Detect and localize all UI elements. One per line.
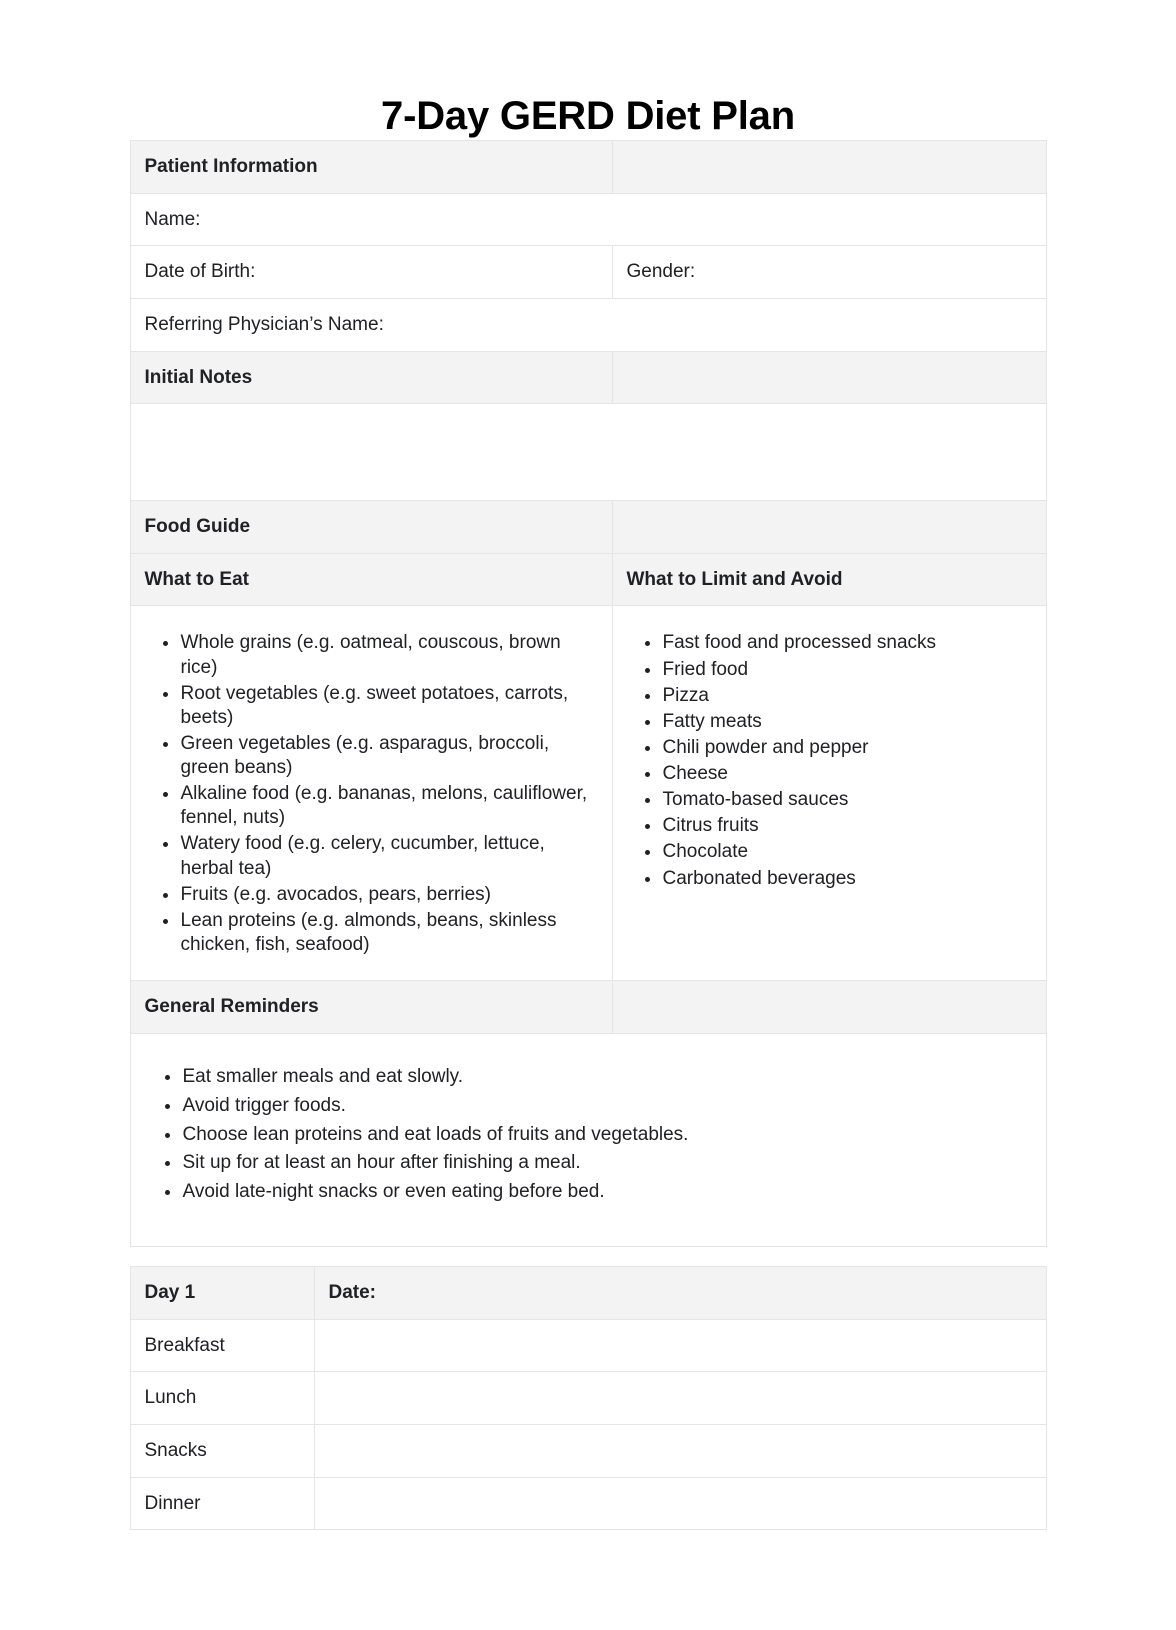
patient-information-header-row [130,141,1046,194]
day-header-row [130,1267,1046,1320]
table-row [130,1319,1046,1372]
what-to-eat-cell [130,606,612,981]
referring-physician-field-label[interactable]: Referring Physician’s Name: [130,298,1046,351]
meal-label-lunch: Lunch [130,1372,314,1425]
food-guide-body-row [130,606,1046,981]
meal-label-snacks: Snacks [130,1425,314,1478]
initial-notes-label: Initial Notes [130,351,612,404]
main-form-table [130,140,1047,1247]
list-item: Sit up for at least an hour after finishing a meal. [183,1149,1032,1178]
food-guide-header-spacer [612,501,1046,554]
general-reminders-list [145,1063,1032,1207]
general-reminders-header-spacer [612,981,1046,1034]
table-row [130,1477,1046,1530]
list-item: Chocolate [663,840,1032,864]
meal-input-lunch[interactable] [314,1372,1046,1425]
list-item: Whole grains (e.g. oatmeal, couscous, brown rice) [181,631,598,679]
referring-physician-row [130,298,1046,351]
list-item: Green vegetables (e.g. asparagus, broccoli, green beans) [181,732,598,780]
page-title: 7-Day GERD Diet Plan [381,94,795,138]
list-item: Avoid late-night snacks or even eating before bed. [183,1178,1032,1207]
list-item: Fast food and processed snacks [663,631,1032,655]
food-guide-header-row [130,501,1046,554]
patient-information-label: Patient Information [130,141,612,194]
date-of-birth-field-label[interactable]: Date of Birth: [130,246,612,299]
list-item: Chili powder and pepper [663,736,1032,760]
meal-input-dinner[interactable] [314,1477,1046,1530]
initial-notes-row [130,404,1046,501]
list-item: Fatty meats [663,710,1032,734]
name-field-label[interactable]: Name: [130,193,1046,246]
date-field-label[interactable]: Date: [314,1267,1046,1320]
dob-gender-row [130,246,1046,299]
general-reminders-label: General Reminders [130,981,612,1034]
general-reminders-header-row [130,981,1046,1034]
general-reminders-body-row [130,1033,1046,1246]
list-item: Citrus fruits [663,814,1032,838]
list-item: Tomato-based sauces [663,788,1032,812]
list-item: Alkaline food (e.g. bananas, melons, cauliflower, fennel, nuts) [181,782,598,830]
table-row [130,1372,1046,1425]
gender-field-label[interactable]: Gender: [612,246,1046,299]
what-to-eat-heading: What to Eat [130,553,612,606]
list-item: Lean proteins (e.g. almonds, beans, skinless chicken, fish, seafood) [181,909,598,957]
meal-input-breakfast[interactable] [314,1319,1046,1372]
initial-notes-input[interactable] [130,404,1046,501]
patient-information-header-spacer [612,141,1046,194]
food-guide-column-heading-row [130,553,1046,606]
name-row [130,193,1046,246]
list-item: Carbonated beverages [663,867,1032,891]
initial-notes-header-spacer [612,351,1046,404]
what-to-limit-and-avoid-heading: What to Limit and Avoid [612,553,1046,606]
list-item: Choose lean proteins and eat loads of fruits and vegetables. [183,1121,1032,1150]
meal-input-snacks[interactable] [314,1425,1046,1478]
food-guide-label: Food Guide [130,501,612,554]
table-spacer [0,1247,1176,1266]
list-item: Watery food (e.g. celery, cucumber, lettuce, herbal tea) [181,832,598,880]
day-label: Day 1 [130,1267,314,1320]
list-item: Root vegetables (e.g. sweet potatoes, carrots, beets) [181,682,598,730]
list-item: Avoid trigger foods. [183,1092,1032,1121]
list-item: Pizza [663,684,1032,708]
list-item: Eat smaller meals and eat slowly. [183,1063,1032,1092]
meal-label-breakfast: Breakfast [130,1319,314,1372]
general-reminders-cell [130,1033,1046,1246]
what-to-eat-list [145,631,598,957]
list-item: Cheese [663,762,1032,786]
list-item: Fruits (e.g. avocados, pears, berries) [181,883,598,907]
meal-label-dinner: Dinner [130,1477,314,1530]
list-item: Fried food [663,658,1032,682]
what-to-limit-and-avoid-cell [612,606,1046,981]
initial-notes-header-row [130,351,1046,404]
what-to-limit-and-avoid-list [627,631,1032,890]
day-meal-table [130,1266,1047,1530]
table-row [130,1425,1046,1478]
